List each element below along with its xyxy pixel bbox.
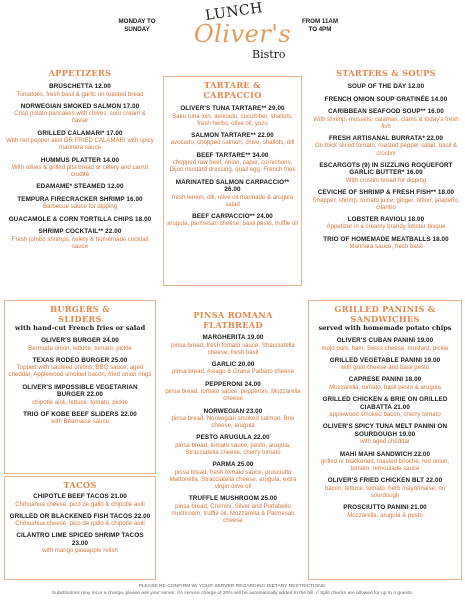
menu-item-name: SOUP OF THE DAY 12.00 xyxy=(347,83,425,90)
menu-item-description: bacon, lettuce, tomato, herb mayonnaise, on sourdough xyxy=(324,484,446,500)
footer-notice: PLEASE RE-CONFIRM W/ YOUR SERVER REGARDING DIETARY RESTRICTIONS. xyxy=(138,584,327,589)
footer-policy: Substitutions may incur a charge, please ask your server. //A service charge of 20% will be automatically added to the bill. // Split checks are allowed for up to 4 guests. xyxy=(51,590,414,596)
menu-item xyxy=(162,361,304,376)
menu-item-description: with mango pineapple relish xyxy=(42,547,118,555)
menu-item-name: GRILLED VEGETABLE PANINI 19.00 xyxy=(329,356,441,364)
appetizers-section xyxy=(6,68,154,255)
menu-item xyxy=(6,196,154,211)
menu-item xyxy=(310,162,462,184)
menu-item-description: Bermuda onion, lettuce, tomato, pickle xyxy=(28,344,132,352)
menu-item-description: with aged cheddar xyxy=(360,438,410,446)
menu-item-description: pinsa bread, Asiago & Grana Padano cheese xyxy=(172,368,294,376)
menu-item xyxy=(162,381,304,403)
menu-item xyxy=(310,83,462,91)
menu-item-description: arugula, parmesan cheese, basil pesto, truffle oil xyxy=(167,220,298,228)
menu-item-name: OLIVER'S CUBAN PANINI 19.00 xyxy=(336,337,434,344)
menu-item xyxy=(167,179,298,208)
bistro-label: Bistro xyxy=(252,48,286,61)
menu-item xyxy=(310,96,462,104)
menu-item-name: CAPRESE PANINI 18.00 xyxy=(348,376,422,384)
menu-item-description: With crostini bread for dipping xyxy=(345,176,427,184)
menu-item xyxy=(6,216,154,224)
menu-item-description: with goat cheese and basil pesto xyxy=(340,364,430,372)
menu-item-name: PARMA 25.00 xyxy=(212,461,254,469)
menu-item xyxy=(167,132,298,147)
menu-item-name: GRILLED OR BLACKENED FISH TACOS 22.00 xyxy=(9,512,151,520)
menu-item-description: grilled or blackened, toasted brioche, red onion, tomato, remoulade sauce xyxy=(320,458,450,473)
menu-item-name: GRILLED CALAMARI* 17.00 xyxy=(37,129,123,137)
pinsa-section xyxy=(162,310,304,530)
menu-item-name: PESTO ARUGULA 22.00 xyxy=(196,434,270,442)
menu-item-name: OLIVER'S FRIED CHICKEN BLT 22.00 xyxy=(327,477,443,485)
menu-item xyxy=(162,495,304,524)
footer xyxy=(0,584,465,597)
appetizers-title: APPETIZERS xyxy=(48,68,112,78)
menu-item-description: pinsa bread, Norwegian smoked salmon, Brie cheese, arugula xyxy=(171,415,295,430)
menu-item xyxy=(162,461,304,490)
menu-item-description: Marinara sauce, fresh basil xyxy=(349,243,423,251)
tacos-section xyxy=(4,476,156,580)
menu-item xyxy=(6,103,154,125)
menu-item xyxy=(6,83,154,98)
starters-title: STARTERS & SOUPS xyxy=(336,68,436,78)
menu-item-name: BRUSCHETTA 12.00 xyxy=(49,83,111,90)
menu-item xyxy=(312,423,458,445)
menu-item xyxy=(312,477,458,499)
menu-item xyxy=(6,228,154,250)
menu-item-name: OLIVER'S IMPOSSIBLE VEGETARIAN BURGER 22.00 xyxy=(22,383,138,399)
menu-item-description: Fresh jumbo shrimps, celery & homemade cocktail sauce xyxy=(11,235,149,250)
menu-item-name: PEPPERONI 24.00 xyxy=(205,380,261,388)
brand-logo: Oliver's xyxy=(194,20,292,48)
menu-item-description: Saku tuna loin, avocado, cucumber, shallots, fresh herbs, olive oil, yuzu xyxy=(172,112,293,127)
menu-item-name: OLIVER'S BURGER 24.00 xyxy=(41,337,119,344)
menu-item-name: TRIO OF HOMEMADE MEATBALLS 18.00 xyxy=(323,235,449,243)
menu-item xyxy=(8,493,152,508)
menu-item xyxy=(162,334,304,356)
menu-item xyxy=(8,337,152,352)
menu-item-description: pinsa bread, fresh tomato sauce, Stracciatella cheese, fresh basil xyxy=(171,341,295,356)
menu-item-description: applewood smoked bacon, cherry tomato xyxy=(329,411,441,419)
menu-item-name: MARINATED SALMON CARPACCIO** 26.00 xyxy=(175,178,290,194)
menu-item-name: CILANTRO LIME SPICED SHRIMP TACOS 23.00 xyxy=(16,532,144,547)
menu-item xyxy=(312,451,458,473)
menu-item-description: With red pepper aioli OR FRIED CALAMARI with spicy marinara sauce xyxy=(6,137,154,152)
menu-item xyxy=(8,357,152,379)
menu-item-description: pinsa bread, Cremini, Silver and Portabello mushroom, truffle oil, Mozzarella & Parmesan cheese xyxy=(171,502,295,525)
menu-item-description: With shrimp, mussels, calamari, clams & today's fresh fish xyxy=(313,115,459,130)
menu-item-name: HUMMUS PLATTER 14.00 xyxy=(40,156,120,164)
menu-item-name: ESCARGOTS (9) IN SIZZLING ROQUEFORT GARLIC BUTTER* 16.00 xyxy=(319,161,453,177)
menu-item-name: TRUFFLE MUSHROOM 25.00 xyxy=(188,495,278,503)
menu-item-name: TRIO OF KOBE BEEF SLIDERS 22.00 xyxy=(23,410,137,418)
paninis-title: GRILLED PANINIS & SANDWICHES xyxy=(334,304,436,324)
menu-item-name: NORWEGIAN SMOKED SALMON 17.00 xyxy=(20,102,140,110)
menu-item xyxy=(6,157,154,179)
menu-item-description: pinsa bread, tomato sauce, pepperoni, Mozzarella cheese xyxy=(165,388,301,403)
menu-item-description: Chihuahua cheese, pico de gallo & chipotle aioli xyxy=(15,520,145,528)
menu-item-name: CARIBBEAN SEAFOOD SOUP** 16.00 xyxy=(328,108,444,115)
menu-item-description: With olives & grilled pita bread or celery and carrot crudité xyxy=(11,164,149,179)
menu-item-description: Mozzarella, arugula & pesto xyxy=(347,511,423,519)
menu-item xyxy=(312,357,458,372)
menu-item xyxy=(310,189,462,211)
menu-item xyxy=(312,504,458,519)
menu-item-name: BEEF CARPACCIO** 24.00 xyxy=(192,212,273,220)
days-label: MONDAY TO SUNDAY xyxy=(118,18,156,33)
menu-item xyxy=(167,213,298,228)
menu-item-description: Topped with sautéed onions, BBQ sauce, aged cheddar, Applewood smoked bacon, fried onion rings xyxy=(8,364,152,379)
menu-item-description: On thick sliced tomato, roasted pepper salad, basil & crostini xyxy=(314,142,458,157)
tartare-section xyxy=(163,76,302,286)
menu-item-name: SALMON TARTARE** 22.00 xyxy=(191,131,274,139)
menu-item-name: CEVICHE OF SHRIMP & FRESH FISH** 18.00 xyxy=(317,189,455,197)
menu-item xyxy=(8,411,152,426)
menu-item xyxy=(167,152,298,174)
menu-item xyxy=(310,216,462,231)
menu-item-description: chipotle aioli, lettuce, tomato, pickle xyxy=(32,398,128,406)
menu-item-name: MAHI MAHI SANDWICH 22.00 xyxy=(339,450,431,458)
tartare-title: TARTARE & CARPACCIO xyxy=(203,80,262,100)
tacos-title: TACOS xyxy=(63,480,97,490)
menu-item-name: LOBSTER RAVIOLI 18.00 xyxy=(347,215,425,223)
menu-item-description: Barbecue sauce for dipping xyxy=(42,203,118,211)
menu-item-description: pinsa bread, tomato sauce, pesto, arugula, Stracciatella cheese, cherry tomato xyxy=(175,441,291,457)
menu-item-description: mojo pork, ham, Swiss cheese, mustard, pickle xyxy=(321,344,449,352)
menu-item xyxy=(312,376,458,391)
menu-item-name: GUACAMOLE & CORN TORTILLA CHIPS 18.00 xyxy=(8,215,152,223)
burgers-title: BURGERS & SLIDERS xyxy=(50,304,110,324)
menu-item-name: PROSCIUTTO PANINI 21.00 xyxy=(343,504,427,512)
menu-item xyxy=(310,108,462,130)
menu-item-name: FRENCH ONION SOUP GRATINÉE 14.00 xyxy=(324,95,448,103)
menu-item-name: GARLIC 20.00 xyxy=(211,360,255,368)
hours-label: FROM 11AM TO 4PM xyxy=(301,18,339,33)
menu-item-description: with Béarnaise sauce xyxy=(51,418,109,426)
menu-item-description: Appetizer in a creamy brandy lobster bisque xyxy=(326,223,446,231)
menu-item-description: Chihuahua cheese, pico de gallo & chipotle aioli xyxy=(15,500,145,508)
menu-item-description: chopped raw beef, onion, caper, cornichons, Dijon mustard dressing, quail egg, French fries xyxy=(169,159,296,174)
menu-item xyxy=(162,408,304,430)
pinsa-title: PINSA ROMANA FLATBREAD xyxy=(193,310,273,330)
menu-item-description: avocado, chopped salmon, chive, shallots, dill xyxy=(170,139,295,147)
menu-item xyxy=(8,532,152,554)
menu-item-name: EDAMAME* STEAMED 12.00 xyxy=(36,183,124,191)
lunch-label: LUNCH xyxy=(204,0,264,24)
menu-item-description: fresh lemon, dill, olive oil marinade & arugula salad xyxy=(171,193,294,208)
menu-item-name: OLIVER'S TUNA TARTARE** 29.00 xyxy=(180,105,285,112)
menu-item xyxy=(162,434,304,456)
burgers-section xyxy=(4,300,156,474)
menu-item-name: BEEF TARTARE** 34.00 xyxy=(196,151,269,159)
starters-section xyxy=(310,68,462,255)
menu-item-name: TEMPURA FIRECRACKER SHRIMP 16.00 xyxy=(17,195,143,203)
menu-item-description: Tomatoes, fresh basil & garlic on toasted bread xyxy=(16,90,144,98)
menu-item-name: OLIVER'S SPICY TUNA MELT PANINI ON SOURDOUGH 19.00 xyxy=(322,423,448,438)
menu-item-name: TEXAS RODEO BURGER 25.00 xyxy=(32,356,128,364)
menu-item-name: SHRIMP COCKTAIL** 22.00 xyxy=(38,228,122,236)
menu-item xyxy=(8,384,152,406)
menu-item xyxy=(312,396,458,418)
menu-item-name: MARGHERITA 19.00 xyxy=(202,334,264,341)
menu-item xyxy=(6,183,154,191)
paninis-subtitle: served with homemade potato chips xyxy=(318,324,452,332)
menu-item xyxy=(167,105,298,127)
menu-item-description: pinsa bread, fresh tomato sauce, prosciutto Mattonella, Stracciatella cheese, arugula, extra virgin olive oil xyxy=(169,468,297,491)
paninis-section xyxy=(308,300,462,580)
menu-item-description: Crisp potato pancakes with chives, sour cream & caviar xyxy=(14,110,146,125)
menu-item xyxy=(310,236,462,251)
menu-item xyxy=(312,337,458,352)
menu-item xyxy=(8,513,152,528)
menu-item-name: GRILLED CHICKEN & BRIE ON GRILLED CIABATTA 21.00 xyxy=(322,396,448,411)
menu-item-name: FRESH ARTISANAL BURRATA* 22.00 xyxy=(328,134,444,142)
menu-item-description: Snapper, shrimp, tomato juice, ginger, onion, jalapeño, cilantro xyxy=(312,196,460,211)
menu-item xyxy=(6,130,154,152)
menu-item xyxy=(310,135,462,157)
burgers-subtitle: with hand-cut French fries or salad xyxy=(14,324,146,332)
menu-item-name: NORWEGIAN 23.00 xyxy=(203,407,263,415)
menu-item-description: Mozzarella, tomato, basil pesto & arugula xyxy=(329,383,441,391)
menu-item-name: CHIPOTLE BEEF TACOS 21.00 xyxy=(33,493,127,500)
